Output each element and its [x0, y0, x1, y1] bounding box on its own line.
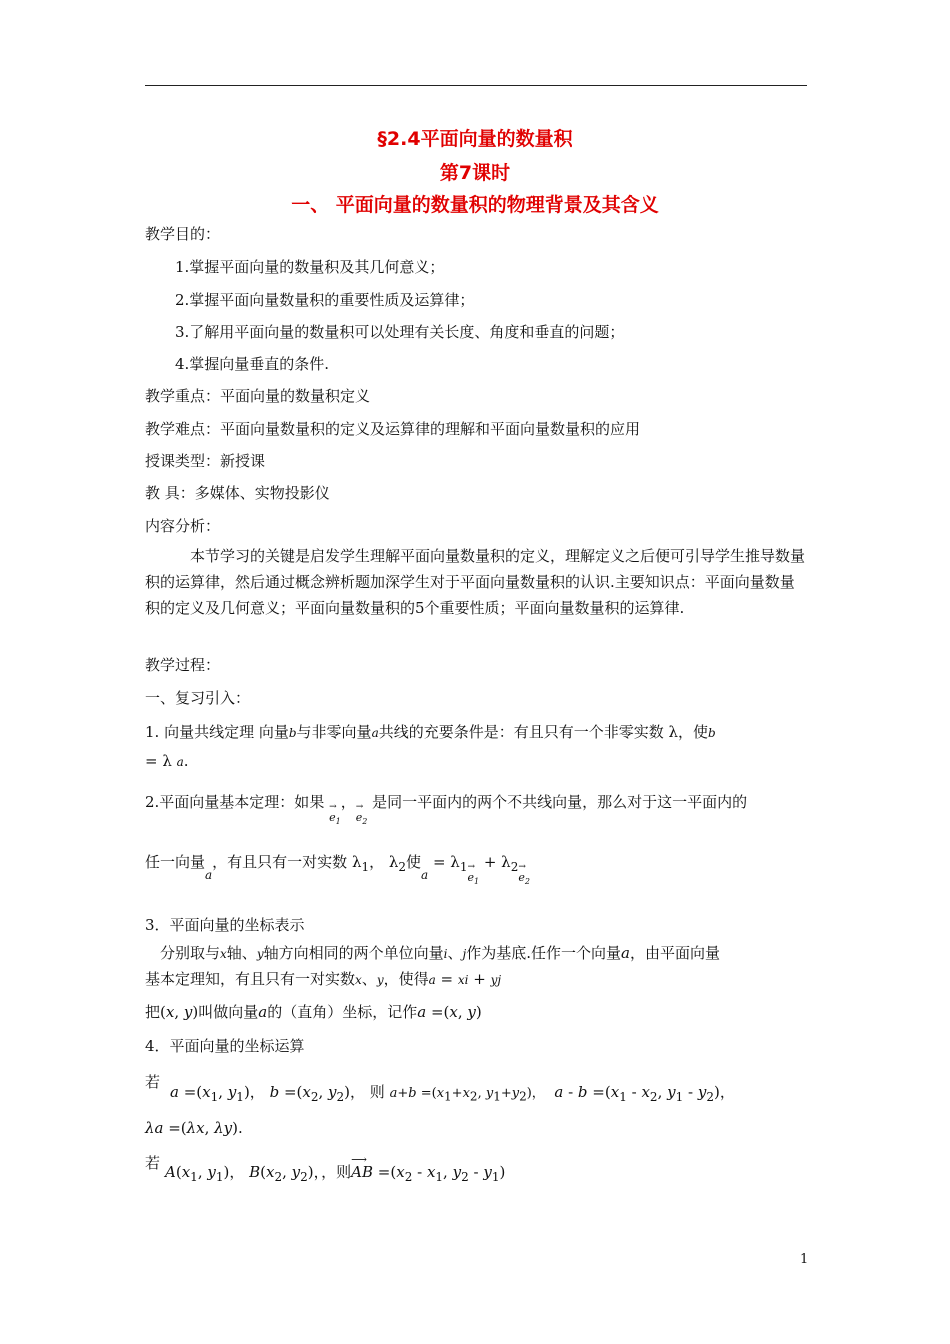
collinear-formula: = λ a. — [145, 752, 189, 770]
review-label: 一、复习引入： — [145, 689, 251, 707]
coordinate-ops-formula: 若 — [145, 1073, 161, 1091]
analysis-text: 本节学习的关键是启发学生理解平面向量数量积的定义，理解定义之后便可引导学生推导数量积的运算律，然后通过概念辨析题加深学生对于平面向量数量积的认识.主要知识点：平面向量数量积的定义及几何意义；平面向量数量积的5个重要性质；平面向量数量积的运算律. — [145, 547, 806, 617]
coordinate-ops-title: 4．平面向量的坐标运算 — [145, 1037, 305, 1055]
objective-item: 4.掌握向量垂直的条件. — [175, 355, 330, 373]
coordinate-decomposition: 基本定理知，有且只有一对实数x、y，使得a = xi + yj — [145, 970, 502, 988]
lesson-type: 授课类型：新授课 — [145, 452, 266, 470]
objective-item: 2.掌握平面向量数量积的重要性质及运算律； — [175, 291, 475, 309]
basis-decomposition: 任一向量$_a$，有且只有一对实数 $\lambda_1$， $\lambda_2$使$_a = \lambda_1\to e_1 + \lambda_2\to e_2$ — [145, 852, 530, 878]
teaching-tools: 教 具：多媒体、实物投影仪 — [145, 484, 330, 502]
vector-ab-label: 若 — [145, 1154, 161, 1172]
teaching-difficulty: 教学难点：平面向量数量积的定义及运算律的理解和平面向量数量积的应用 — [145, 420, 641, 438]
vector-ab-formula: $A(x_1$, $y_1$)， $B(x_2$, $y_2$)，，则AB ⟶ $=(x_2 - x_1$, $y_2 - y_1$) — [165, 1153, 506, 1184]
coordinate-notation: 把(x, y)叫做向量a的（直角）坐标，记作a =(x, y) — [145, 1003, 482, 1021]
objective-item: 1.掌握平面向量的数量积及其几何意义； — [175, 258, 445, 276]
main-title: §2.4平面向量的数量积 — [377, 128, 573, 150]
lesson-title: 第7课时 — [439, 162, 511, 184]
analysis-paragraph — [145, 543, 807, 621]
process-label: 教学过程： — [145, 656, 221, 674]
objective-item: 3.了解用平面向量的数量积可以处理有关长度、角度和垂直的问题； — [175, 323, 625, 341]
page-number: 1 — [800, 1252, 809, 1267]
scalar-multiple-formula: λa =(λx, λy). — [145, 1119, 243, 1137]
coordinate-ops-values: $a =(x_1$, $y_1$)， $b =(x_2$, $y_2$)， 则 $a+b =(x_1+x_2$, $y_1+y_2$)， $a - b =(x_1 - x_2$, $y_1 - y_2$)， — [170, 1083, 735, 1104]
collinear-theorem: 1. 向量共线定理 向量b与非零向量a共线的充要条件是：有且只有一个非零实数 λ，使b — [145, 723, 716, 741]
coordinate-basis: 分别取与x轴、y轴方向相同的两个单位向量i、j作为基底.任作一个向量a，由平面向量 — [160, 944, 720, 962]
objectives-label: 教学目的： — [145, 225, 221, 243]
section-title: 一、 平面向量的数量积的物理背景及其含义 — [291, 194, 659, 216]
coordinate-title: 3．平面向量的坐标表示 — [145, 916, 305, 934]
analysis-label: 内容分析： — [145, 517, 221, 535]
teaching-focus: 教学重点：平面向量的数量积定义 — [145, 387, 371, 405]
header-rule — [145, 85, 807, 86]
basis-theorem: 2.平面向量基本定理：如果 → $e_1$，→ $e_2$ 是同一平面内的两个不共线向量，那么对于这一平面内的 — [145, 792, 747, 818]
